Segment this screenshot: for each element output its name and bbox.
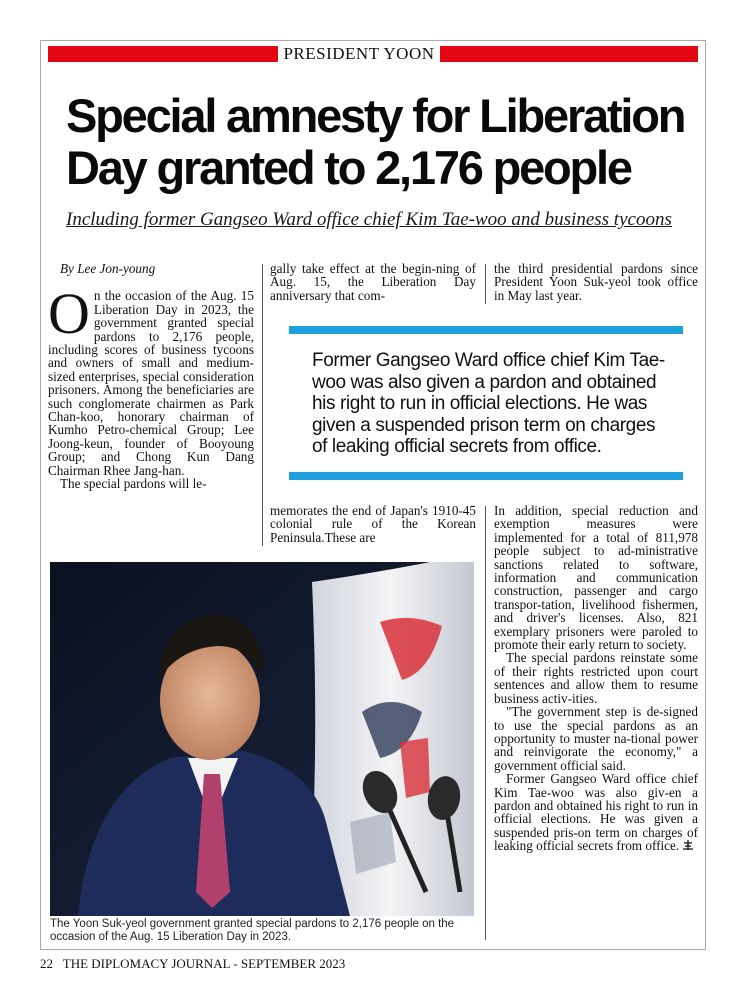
paragraph <box>494 772 698 852</box>
page-footer <box>40 956 345 972</box>
paragraph: memorates the end of Japan's 1910-45 colonial rule of the Korean Peninsula.These are <box>270 503 476 545</box>
article-column-2-bottom <box>270 504 476 544</box>
paragraph: gally take effect at the begin-ning of Aug. 15, the Liberation Day anniversary that com- <box>270 261 476 303</box>
column-divider <box>262 264 263 546</box>
article-column-3-top <box>494 262 698 302</box>
paragraph: The special pardons will le- <box>60 476 207 492</box>
section-bar-right <box>440 46 698 62</box>
lead-paragraph <box>48 281 254 478</box>
article-photo <box>50 562 474 916</box>
pullquote-bar-top <box>289 326 683 334</box>
photo-caption: The Yoon Suk-yeol government granted special pardons to 2,176 people on the occasion of the Aug. 15 Liberation Day in 2023. <box>50 918 455 943</box>
column-divider <box>485 264 486 304</box>
paragraph: The special pardons reinstate some of their rights restricted upon court sentences and allow them to resume business activ-ities. <box>494 650 698 706</box>
dropcap: O <box>48 281 90 347</box>
pullquote-bar-bottom <box>289 472 683 480</box>
lead-paragraph-text: n the occasion of the Aug. 15 Liberation Day in 2023, the government granted special pardons to 2,176 people, including scores of business tycoons and owners of small and medium-sized enterprises, special consideration prisoners. Among the beneficiaries are such conglomerate chairmen as Park Chan-koo, honorary chairman of Kumho Petro-chemical Group; Lee Joong-keun, founder of Booyoung Group; and Chong Kun Dang Chairman Rhee Jang-han. <box>48 288 254 478</box>
paragraph: "The government step is de-signed to use the special pardons as an opportunity to muster na-tional power and reinvigorate the economy," a government official said. <box>494 704 698 773</box>
photo-illustration <box>50 562 474 916</box>
article-column-3-bottom <box>494 504 698 853</box>
page-number: 22 <box>40 956 53 971</box>
paragraph: In addition, special reduction and exemption measures were implemented for a total of 811,978 people subject to ad-ministrative sanctions related to software, information and communication construction, passenger and cargo transpor-tation, livelihood fishermen, and driver's licenses. Also, 821 exemplary prisoners were paroled to promote their early return to society. <box>494 503 698 653</box>
end-mark-icon <box>682 839 694 851</box>
pullquote: Former Gangseo Ward office chief Kim Tae-woo was also given a pardon and obtained his right to run in official elections. He was given a suspended prison term on charges of leaking official secrets from office. <box>312 350 665 457</box>
byline: By Lee Jon-young <box>60 261 156 276</box>
section-bar-left <box>48 46 278 62</box>
paragraph-text: Former Gangseo Ward office chief Kim Tae-woo was also giv-en a pardon and obtained his right to run in official elections. He was given a suspended pris-on term on charges of leaking official secrets from office. <box>494 771 698 854</box>
headline: Special amnesty for Liberation Day granted to 2,176 people <box>66 89 685 194</box>
article-column-2-top <box>270 262 476 302</box>
column-divider <box>485 506 486 940</box>
subheadline: Including former Gangseo Ward office chief Kim Tae-woo and business tycoons <box>66 209 672 230</box>
section-label: PRESIDENT YOON <box>283 44 435 63</box>
publication-name: THE DIPLOMACY JOURNAL - SEPTEMBER 2023 <box>62 956 346 971</box>
article-column-1 <box>48 262 254 491</box>
paragraph: the third presidential pardons since President Yoon Suk-yeol took office in May last year. <box>494 261 698 303</box>
